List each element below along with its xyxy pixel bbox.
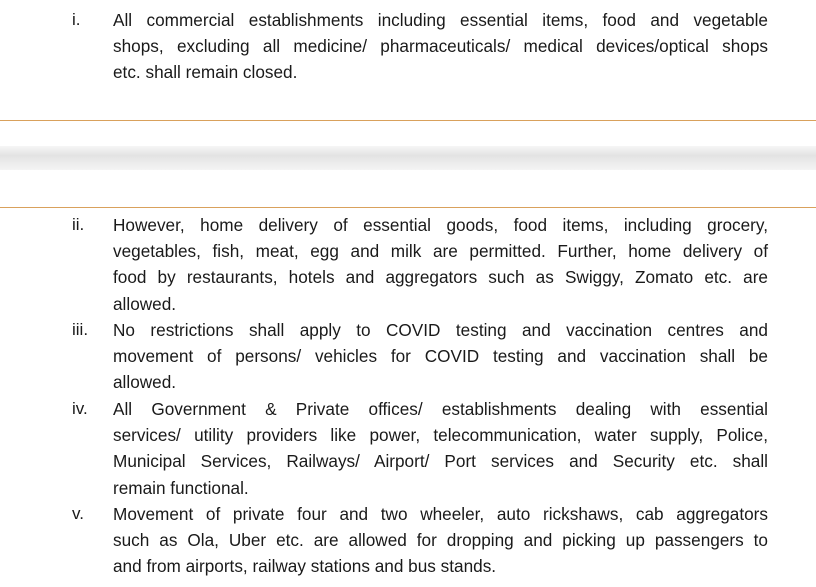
item-numeral: iii. bbox=[72, 320, 89, 339]
item-numeral: v. bbox=[72, 504, 84, 523]
item-numeral: iv. bbox=[72, 399, 88, 418]
item-line: services/ utility providers like power, telecommunication, water supply, Police, bbox=[113, 425, 768, 446]
page-bottom-rule bbox=[0, 120, 816, 121]
item-line: allowed. bbox=[113, 293, 177, 314]
item-line: remain functional. bbox=[113, 477, 249, 498]
item-line: and from airports, railway stations and bus stands. bbox=[113, 556, 497, 577]
item-text bbox=[113, 396, 768, 501]
item-line: movement of persons/ vehicles for COVID testing and vaccination shall be bbox=[113, 346, 768, 367]
item-line: shops, excluding all medicine/ pharmaceuticals/ medical devices/optical shops bbox=[113, 36, 768, 57]
item-line: etc. shall remain closed. bbox=[113, 62, 298, 83]
item-line: Municipal Services, Railways/ Airport/ Port services and Security etc. shall bbox=[113, 451, 768, 472]
page-break-gap bbox=[0, 146, 816, 170]
item-line: All Government & Private offices/ establishments dealing with essential bbox=[113, 399, 768, 419]
item-text bbox=[113, 212, 768, 317]
item-text bbox=[113, 317, 768, 396]
item-line: vegetables, fish, meat, egg and milk are permitted. Further, home delivery of bbox=[113, 241, 768, 262]
item-numeral: i. bbox=[72, 10, 81, 29]
item-text bbox=[113, 501, 768, 580]
item-line: Movement of private four and two wheeler, auto rickshaws, cab aggregators bbox=[113, 504, 768, 524]
item-line: food by restaurants, hotels and aggregators such as Swiggy, Zomato etc. are bbox=[113, 267, 768, 288]
item-line: such as Ola, Uber etc. are allowed for dropping and picking up passengers to bbox=[113, 530, 768, 551]
item-text bbox=[113, 7, 768, 86]
item-line: No restrictions shall apply to COVID testing and vaccination centres and bbox=[113, 320, 768, 340]
page-top-rule bbox=[0, 207, 816, 208]
item-line: However, home delivery of essential goods, food items, including grocery, bbox=[113, 215, 768, 235]
item-line: All commercial establishments including essential items, food and vegetable bbox=[113, 10, 768, 30]
item-numeral: ii. bbox=[72, 215, 85, 234]
item-line: allowed. bbox=[113, 372, 177, 393]
